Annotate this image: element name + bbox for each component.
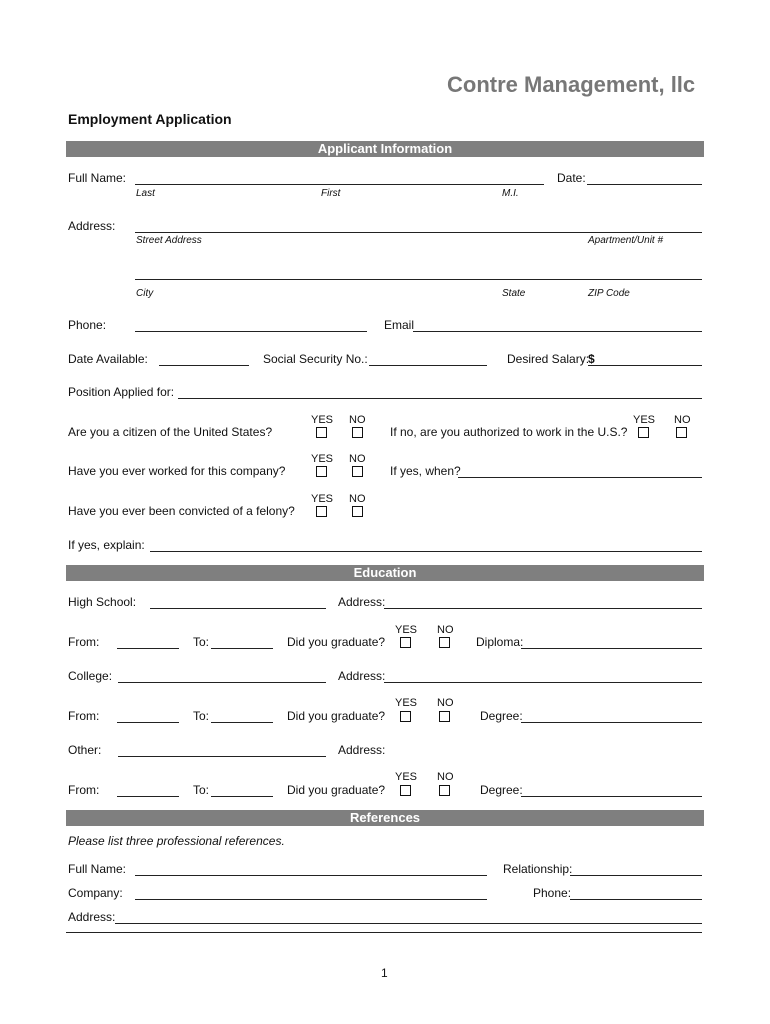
date-label: Date:: [557, 171, 586, 185]
high-school-address-field[interactable]: [384, 608, 702, 609]
felony-no-checkbox[interactable]: [352, 506, 363, 517]
college-graduate-yes-checkbox[interactable]: [400, 711, 411, 722]
first-name-caption: First: [321, 188, 341, 199]
worked-when-field[interactable]: [458, 477, 702, 478]
other-from-label: From:: [68, 783, 100, 797]
other-no-label: NO: [437, 771, 454, 783]
hs-from-label: From:: [68, 635, 100, 649]
position-field[interactable]: [178, 398, 702, 399]
college-graduate-question: Did you graduate?: [287, 709, 386, 723]
ref-address-bottom-rule: [66, 932, 702, 933]
other-yes-label: YES: [395, 771, 418, 783]
other-field[interactable]: [118, 756, 326, 757]
citizen-no-checkbox[interactable]: [352, 427, 363, 438]
state-caption: State: [502, 288, 526, 299]
ref-full-name-label: Full Name:: [68, 862, 127, 876]
other-to-label: To:: [193, 783, 210, 797]
email-field[interactable]: [413, 331, 702, 332]
worked-no-checkbox[interactable]: [352, 466, 363, 477]
college-field[interactable]: [118, 682, 326, 683]
ref-relationship-field[interactable]: [570, 875, 702, 876]
city-caption: City: [136, 288, 154, 299]
felony-yes-checkbox[interactable]: [316, 506, 327, 517]
date-field[interactable]: [587, 184, 702, 185]
ref-relationship-label: Relationship:: [503, 862, 573, 876]
ssn-label: Social Security No.:: [263, 352, 368, 366]
authorized-yes-label: YES: [633, 414, 656, 426]
hs-graduate-question: Did you graduate?: [287, 635, 386, 649]
city-state-zip-field[interactable]: [135, 279, 702, 280]
ref-company-label: Company:: [68, 886, 123, 900]
section-applicant-header: Applicant Information: [66, 141, 704, 157]
ssn-field[interactable]: [369, 365, 487, 366]
other-graduate-no-checkbox[interactable]: [439, 785, 450, 796]
other-graduate-question: Did you graduate?: [287, 783, 386, 797]
last-name-caption: Last: [136, 188, 155, 199]
college-no-label: NO: [437, 697, 454, 709]
worked-yes-label: YES: [311, 453, 334, 465]
position-label: Position Applied for:: [68, 385, 175, 399]
date-available-field[interactable]: [159, 365, 249, 366]
college-degree-label: Degree:: [480, 709, 523, 723]
dollar-sign: $: [588, 352, 595, 366]
college-yes-label: YES: [395, 697, 418, 709]
ref-full-name-field[interactable]: [135, 875, 487, 876]
zip-caption: ZIP Code: [588, 288, 630, 299]
references-instruction: Please list three professional references.: [68, 834, 285, 848]
authorized-question: If no, are you authorized to work in the U.S.?: [390, 425, 628, 439]
high-school-field[interactable]: [150, 608, 326, 609]
college-label: College:: [68, 669, 113, 683]
college-from-field[interactable]: [117, 722, 179, 723]
college-to-label: To:: [193, 709, 210, 723]
phone-label: Phone:: [68, 318, 107, 332]
phone-field[interactable]: [135, 331, 367, 332]
college-address-label: Address:: [338, 669, 386, 683]
hs-to-label: To:: [193, 635, 210, 649]
ref-address-label: Address:: [68, 910, 116, 924]
email-label: Email: [384, 318, 415, 332]
college-from-label: From:: [68, 709, 100, 723]
college-graduate-no-checkbox[interactable]: [439, 711, 450, 722]
hs-graduate-yes-checkbox[interactable]: [400, 637, 411, 648]
company-name: Contre Management, llc: [447, 72, 696, 97]
other-address-label: Address:: [338, 743, 386, 757]
full-name-field[interactable]: [135, 184, 544, 185]
desired-salary-field[interactable]: [588, 365, 702, 366]
diploma-field[interactable]: [521, 648, 702, 649]
ref-phone-label: Phone:: [533, 886, 572, 900]
ref-company-field[interactable]: [135, 899, 487, 900]
other-label: Other:: [68, 743, 102, 757]
citizen-question: Are you a citizen of the United States?: [68, 425, 273, 439]
middle-initial-caption: M.I.: [502, 188, 519, 199]
street-address-caption: Street Address: [136, 235, 202, 246]
college-degree-field[interactable]: [521, 722, 702, 723]
high-school-address-label: Address:: [338, 595, 386, 609]
desired-salary-label: Desired Salary:: [507, 352, 590, 366]
citizen-yes-label: YES: [311, 414, 334, 426]
high-school-label: High School:: [68, 595, 137, 609]
hs-no-label: NO: [437, 624, 454, 636]
worked-question: Have you ever worked for this company?: [68, 464, 286, 478]
page-number: 1: [381, 966, 388, 980]
hs-from-field[interactable]: [117, 648, 179, 649]
date-available-label: Date Available:: [68, 352, 148, 366]
authorized-no-checkbox[interactable]: [676, 427, 687, 438]
form-title: Employment Application: [68, 111, 232, 127]
citizen-yes-checkbox[interactable]: [316, 427, 327, 438]
worked-yes-checkbox[interactable]: [316, 466, 327, 477]
section-references-header: References: [66, 810, 704, 826]
authorized-yes-checkbox[interactable]: [638, 427, 649, 438]
explain-label: If yes, explain:: [68, 538, 145, 552]
college-address-field[interactable]: [384, 682, 702, 683]
ref-phone-field[interactable]: [570, 899, 702, 900]
felony-no-label: NO: [349, 493, 366, 505]
other-to-field[interactable]: [211, 796, 273, 797]
citizen-no-label: NO: [349, 414, 366, 426]
apartment-caption: Apartment/Unit #: [588, 235, 664, 246]
hs-to-field[interactable]: [211, 648, 273, 649]
other-from-field[interactable]: [117, 796, 179, 797]
full-name-label: Full Name:: [68, 171, 127, 185]
section-education-header: Education: [66, 565, 704, 581]
authorized-no-label: NO: [674, 414, 691, 426]
worked-when-label: If yes, when?: [390, 464, 461, 478]
hs-graduate-no-checkbox[interactable]: [439, 637, 450, 648]
ref-address-field[interactable]: [115, 923, 702, 924]
other-degree-label: Degree:: [480, 783, 523, 797]
hs-yes-label: YES: [395, 624, 418, 636]
explain-field[interactable]: [150, 551, 702, 552]
felony-question: Have you ever been convicted of a felony?: [68, 504, 295, 518]
felony-yes-label: YES: [311, 493, 334, 505]
college-to-field[interactable]: [211, 722, 273, 723]
other-degree-field[interactable]: [521, 796, 702, 797]
other-graduate-yes-checkbox[interactable]: [400, 785, 411, 796]
diploma-label: Diploma:: [476, 635, 524, 649]
street-address-field[interactable]: [135, 232, 702, 233]
worked-no-label: NO: [349, 453, 366, 465]
address-label: Address:: [68, 219, 116, 233]
